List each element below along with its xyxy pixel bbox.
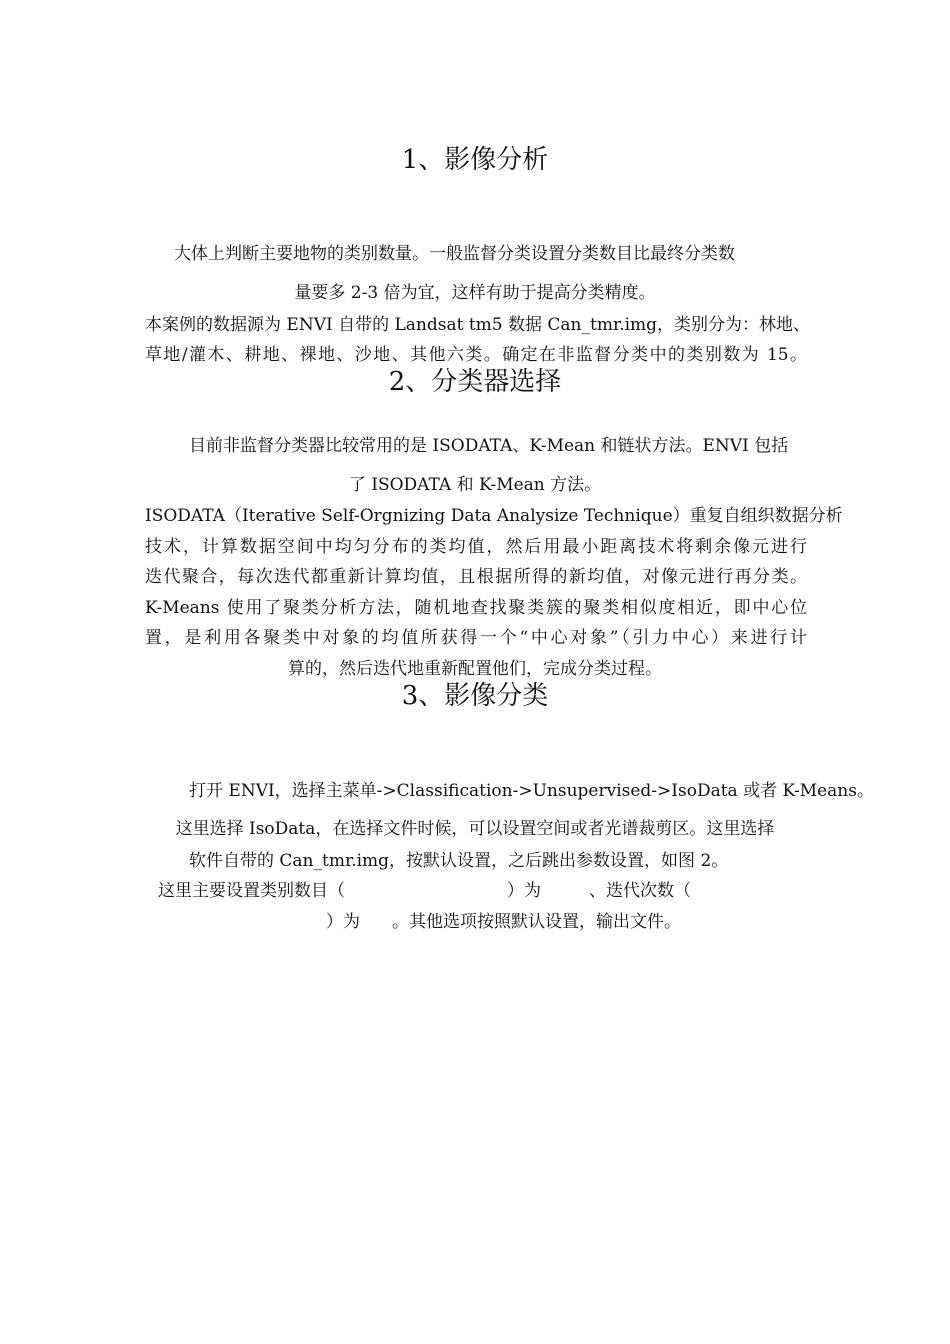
parameter-line-1 [158, 880, 691, 902]
section-3-paragraph-line-1: 打开 ENVI，选择主菜单->Classification->Unsupervised->IsoData 或者 K-Means。 [189, 781, 874, 801]
section-1-paragraph-line-1: 大体上判断主要地物的类别数量。一般监督分类设置分类数目比最终分类数 [174, 244, 735, 264]
section-2-paragraph-line-3: ISODATA（Iterative Self-Orgnizing Data Analysize Technique）重复自组织数据分析 [145, 506, 843, 526]
section-2-paragraph-line-5: 迭代聚合，每次迭代都重新计算均值，且根据所得的新均值，对像元进行再分类。 [145, 567, 807, 587]
section-1-paragraph-line-3: 本案例的数据源为 ENVI 自带的 Landsat tm5 数据 Can_tmr.img，类别分为：林地、 [145, 315, 811, 335]
parameter-line-1-part-c: 、迭代次数（ [589, 881, 691, 901]
section-3-heading: 3、影像分类 [401, 681, 549, 711]
parameter-line-1-part-b: ）为 [507, 881, 541, 901]
section-1-paragraph-line-2: 量要多 2-3 倍为宜，这样有助于提高分类精度。 [294, 283, 656, 303]
parameter-line-2-part-b: 。其他选项按照默认设置，输出文件。 [392, 912, 681, 932]
section-2-paragraph-line-8: 算的，然后迭代地重新配置他们，完成分类过程。 [288, 659, 662, 679]
section-3-paragraph-line-3: 软件自带的 Can_tmr.img，按默认设置，之后跳出参数设置，如图 2。 [189, 851, 729, 871]
parameter-line-2-part-a: ）为 [326, 912, 360, 932]
parameter-line-2 [326, 911, 681, 933]
section-3-paragraph-line-2: 这里选择 IsoData，在选择文件时候，可以设置空间或者光谱裁剪区。这里选择 [175, 819, 775, 839]
section-1-paragraph-line-4: 草地/灌木、耕地、裸地、沙地、其他六类。确定在非监督分类中的类别数为 15。 [145, 345, 807, 365]
section-2-paragraph-line-4: 技术，计算数据空间中均匀分布的类均值，然后用最小距离技术将剩余像元进行 [145, 537, 807, 557]
section-2-paragraph-line-6: K-Means 使用了聚类分析方法，随机地查找聚类簇的聚类相似度相近，即中心位 [145, 598, 807, 618]
section-2-paragraph-line-2: 了 ISODATA 和 K-Mean 方法。 [348, 475, 602, 495]
section-2-paragraph-line-1: 目前非监督分类器比较常用的是 ISODATA、K-Mean 和链状方法。ENVI 包括 [189, 436, 789, 456]
section-1-heading: 1、影像分析 [401, 145, 549, 175]
section-2-heading: 2、分类器选择 [388, 367, 562, 397]
parameter-line-1-part-a: 这里主要设置类别数目（ [158, 881, 345, 901]
section-2-paragraph-line-7: 置，是利用各聚类中对象的均值所获得一个“中心对象”（引力中心）来进行计 [145, 628, 807, 648]
